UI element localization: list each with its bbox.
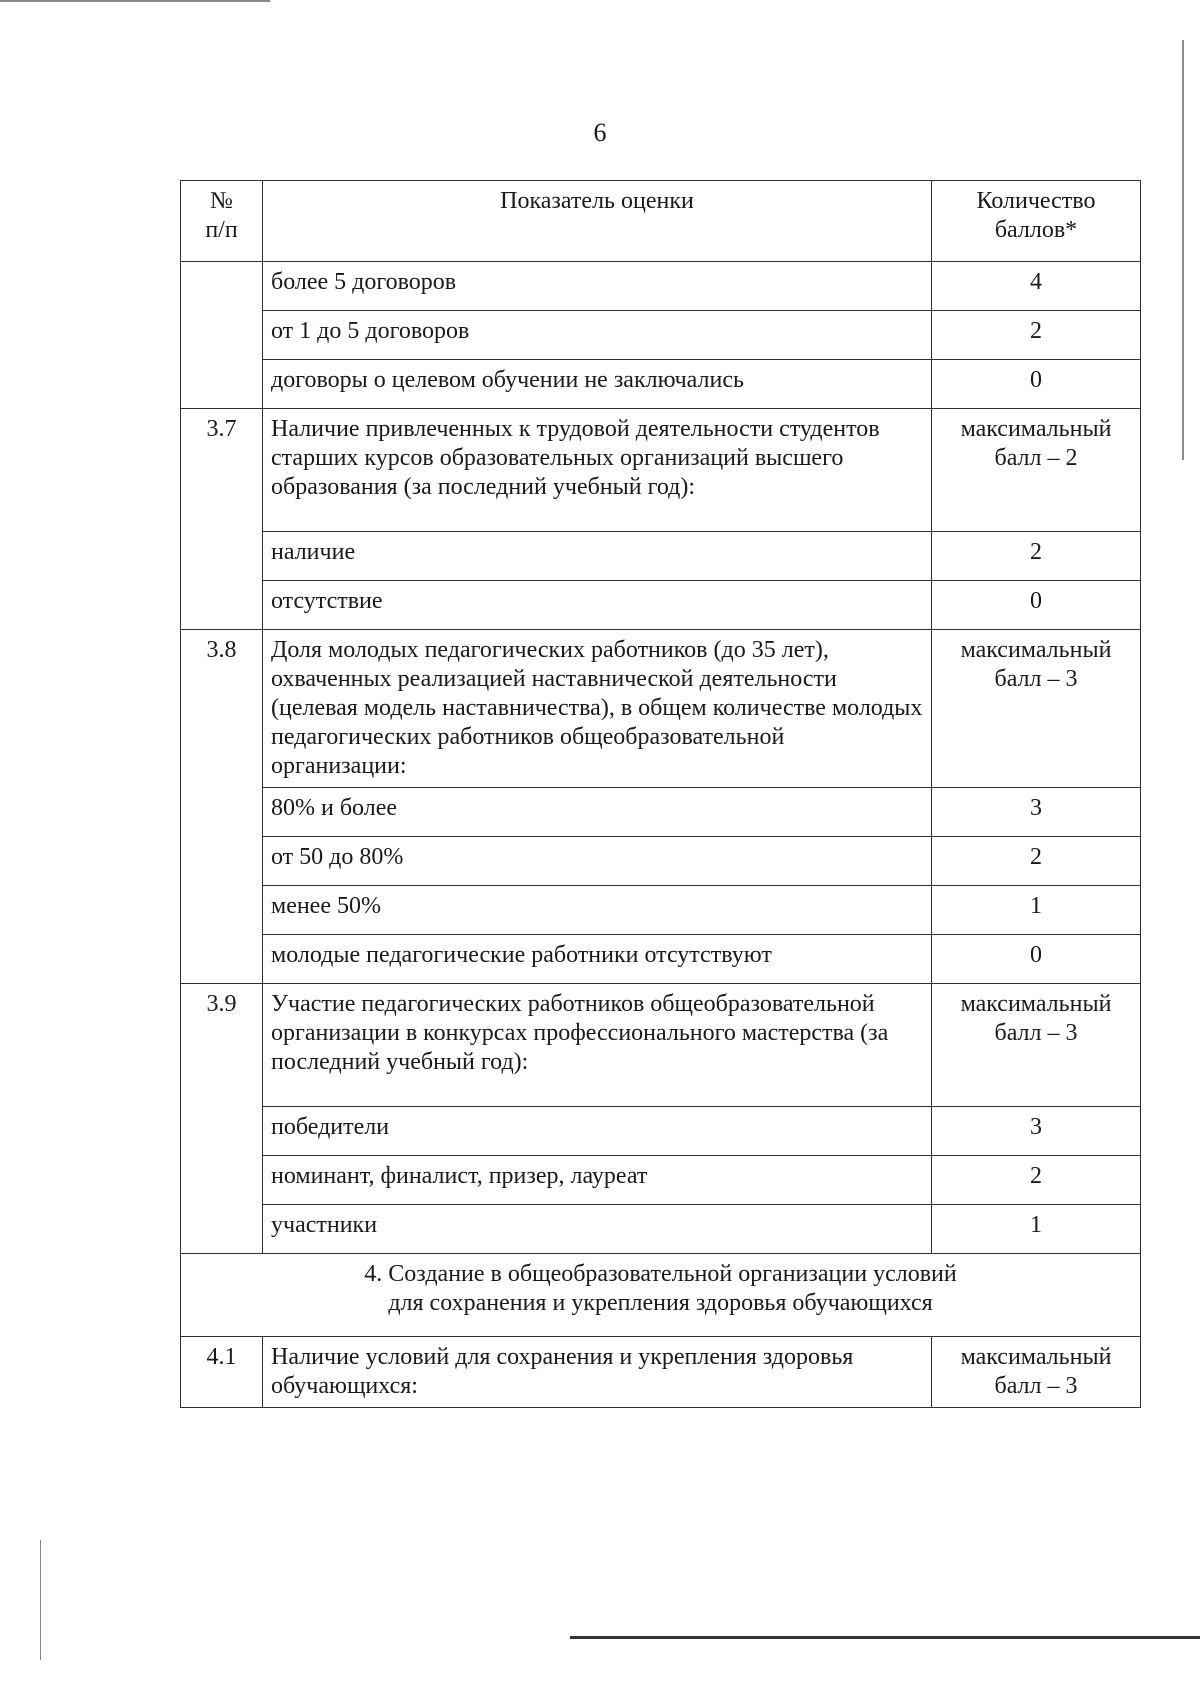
table-row	[181, 837, 1141, 886]
criterion-max-points	[932, 984, 1141, 1107]
table-row	[181, 581, 1141, 630]
option-points: 1	[932, 1205, 1141, 1254]
header-points: Количество баллов*	[932, 181, 1141, 262]
scan-edge-right	[1182, 40, 1184, 460]
table-row	[181, 935, 1141, 984]
max-value: балл – 3	[994, 1373, 1078, 1399]
option-points: 4	[932, 262, 1141, 311]
option-points: 2	[932, 1156, 1141, 1205]
option-points: 2	[932, 532, 1141, 581]
table-row	[181, 360, 1141, 409]
max-label: максимальный	[960, 1344, 1112, 1370]
option-label: номинант, финалист, призер, лауреат	[263, 1156, 932, 1205]
option-points: 2	[932, 837, 1141, 886]
page-number: 6	[593, 118, 607, 147]
table-row	[181, 1205, 1141, 1254]
table-row	[181, 788, 1141, 837]
section-4-row	[181, 1254, 1141, 1337]
criterion-number: 3.9	[181, 984, 263, 1254]
criterion-number: 3.8	[181, 630, 263, 984]
empty-number-cell	[181, 262, 263, 409]
criterion-max-points	[932, 409, 1141, 532]
section-4-line1: 4. Создание в общеобразовательной организации условий	[364, 1261, 957, 1287]
option-points: 2	[932, 311, 1141, 360]
criterion-row-4-1	[181, 1337, 1141, 1408]
option-label: отсутствие	[263, 581, 932, 630]
table-row	[181, 1156, 1141, 1205]
table-header-row	[181, 181, 1141, 262]
option-label: от 1 до 5 договоров	[263, 311, 932, 360]
criterion-text: Наличие привлеченных к трудовой деятельности студентов старших курсов образовательных организаций высшего образования (за последний учебный год):	[263, 409, 932, 532]
max-value: балл – 3	[994, 1020, 1078, 1046]
option-label: от 50 до 80%	[263, 837, 932, 886]
section-4-heading	[181, 1254, 1141, 1337]
criterion-text: Участие педагогических работников общеобразовательной организации в конкурсах профессионального мастерства (за последний учебный год):	[263, 984, 932, 1107]
criterion-max-points	[932, 630, 1141, 788]
criteria-table	[180, 180, 1141, 1408]
max-label: максимальный	[960, 637, 1112, 663]
option-label: договоры о целевом обучении не заключались	[263, 360, 932, 409]
max-label: максимальный	[960, 991, 1112, 1017]
option-label: молодые педагогические работники отсутствуют	[263, 935, 932, 984]
table-row	[181, 1107, 1141, 1156]
option-label: победители	[263, 1107, 932, 1156]
option-points: 3	[932, 788, 1141, 837]
criterion-row-3-8	[181, 630, 1141, 788]
option-label: 80% и более	[263, 788, 932, 837]
table-row	[181, 311, 1141, 360]
header-number: № п/п	[181, 181, 263, 262]
option-label: более 5 договоров	[263, 262, 932, 311]
table-row	[181, 532, 1141, 581]
option-points: 0	[932, 935, 1141, 984]
section-4-line2: для сохранения и укрепления здоровья обучающихся	[388, 1290, 933, 1316]
option-label: участники	[263, 1205, 932, 1254]
scan-edge-top-left	[0, 0, 270, 2]
option-points: 3	[932, 1107, 1141, 1156]
option-label: менее 50%	[263, 886, 932, 935]
max-value: балл – 2	[994, 445, 1078, 471]
criterion-number: 4.1	[181, 1337, 263, 1408]
option-points: 0	[932, 581, 1141, 630]
option-label: наличие	[263, 532, 932, 581]
max-label: максимальный	[960, 416, 1112, 442]
table-row	[181, 262, 1141, 311]
criterion-number: 3.7	[181, 409, 263, 630]
criterion-text: Наличие условий для сохранения и укрепления здоровья обучающихся:	[263, 1337, 932, 1408]
header-indicator: Показатель оценки	[263, 181, 932, 262]
scan-edge-left	[40, 1540, 41, 1660]
max-value: балл – 3	[994, 666, 1078, 692]
criterion-max-points	[932, 1337, 1141, 1408]
criterion-text: Доля молодых педагогических работников (до 35 лет), охваченных реализацией наставнической деятельности (целевая модель наставничества), в общем количестве молодых педагогических работников общеобразовательной организации:	[263, 630, 932, 788]
scan-edge-bottom-right	[570, 1636, 1200, 1639]
option-points: 1	[932, 886, 1141, 935]
option-points: 0	[932, 360, 1141, 409]
criterion-row-3-7	[181, 409, 1141, 532]
table-row	[181, 886, 1141, 935]
criterion-row-3-9	[181, 984, 1141, 1107]
